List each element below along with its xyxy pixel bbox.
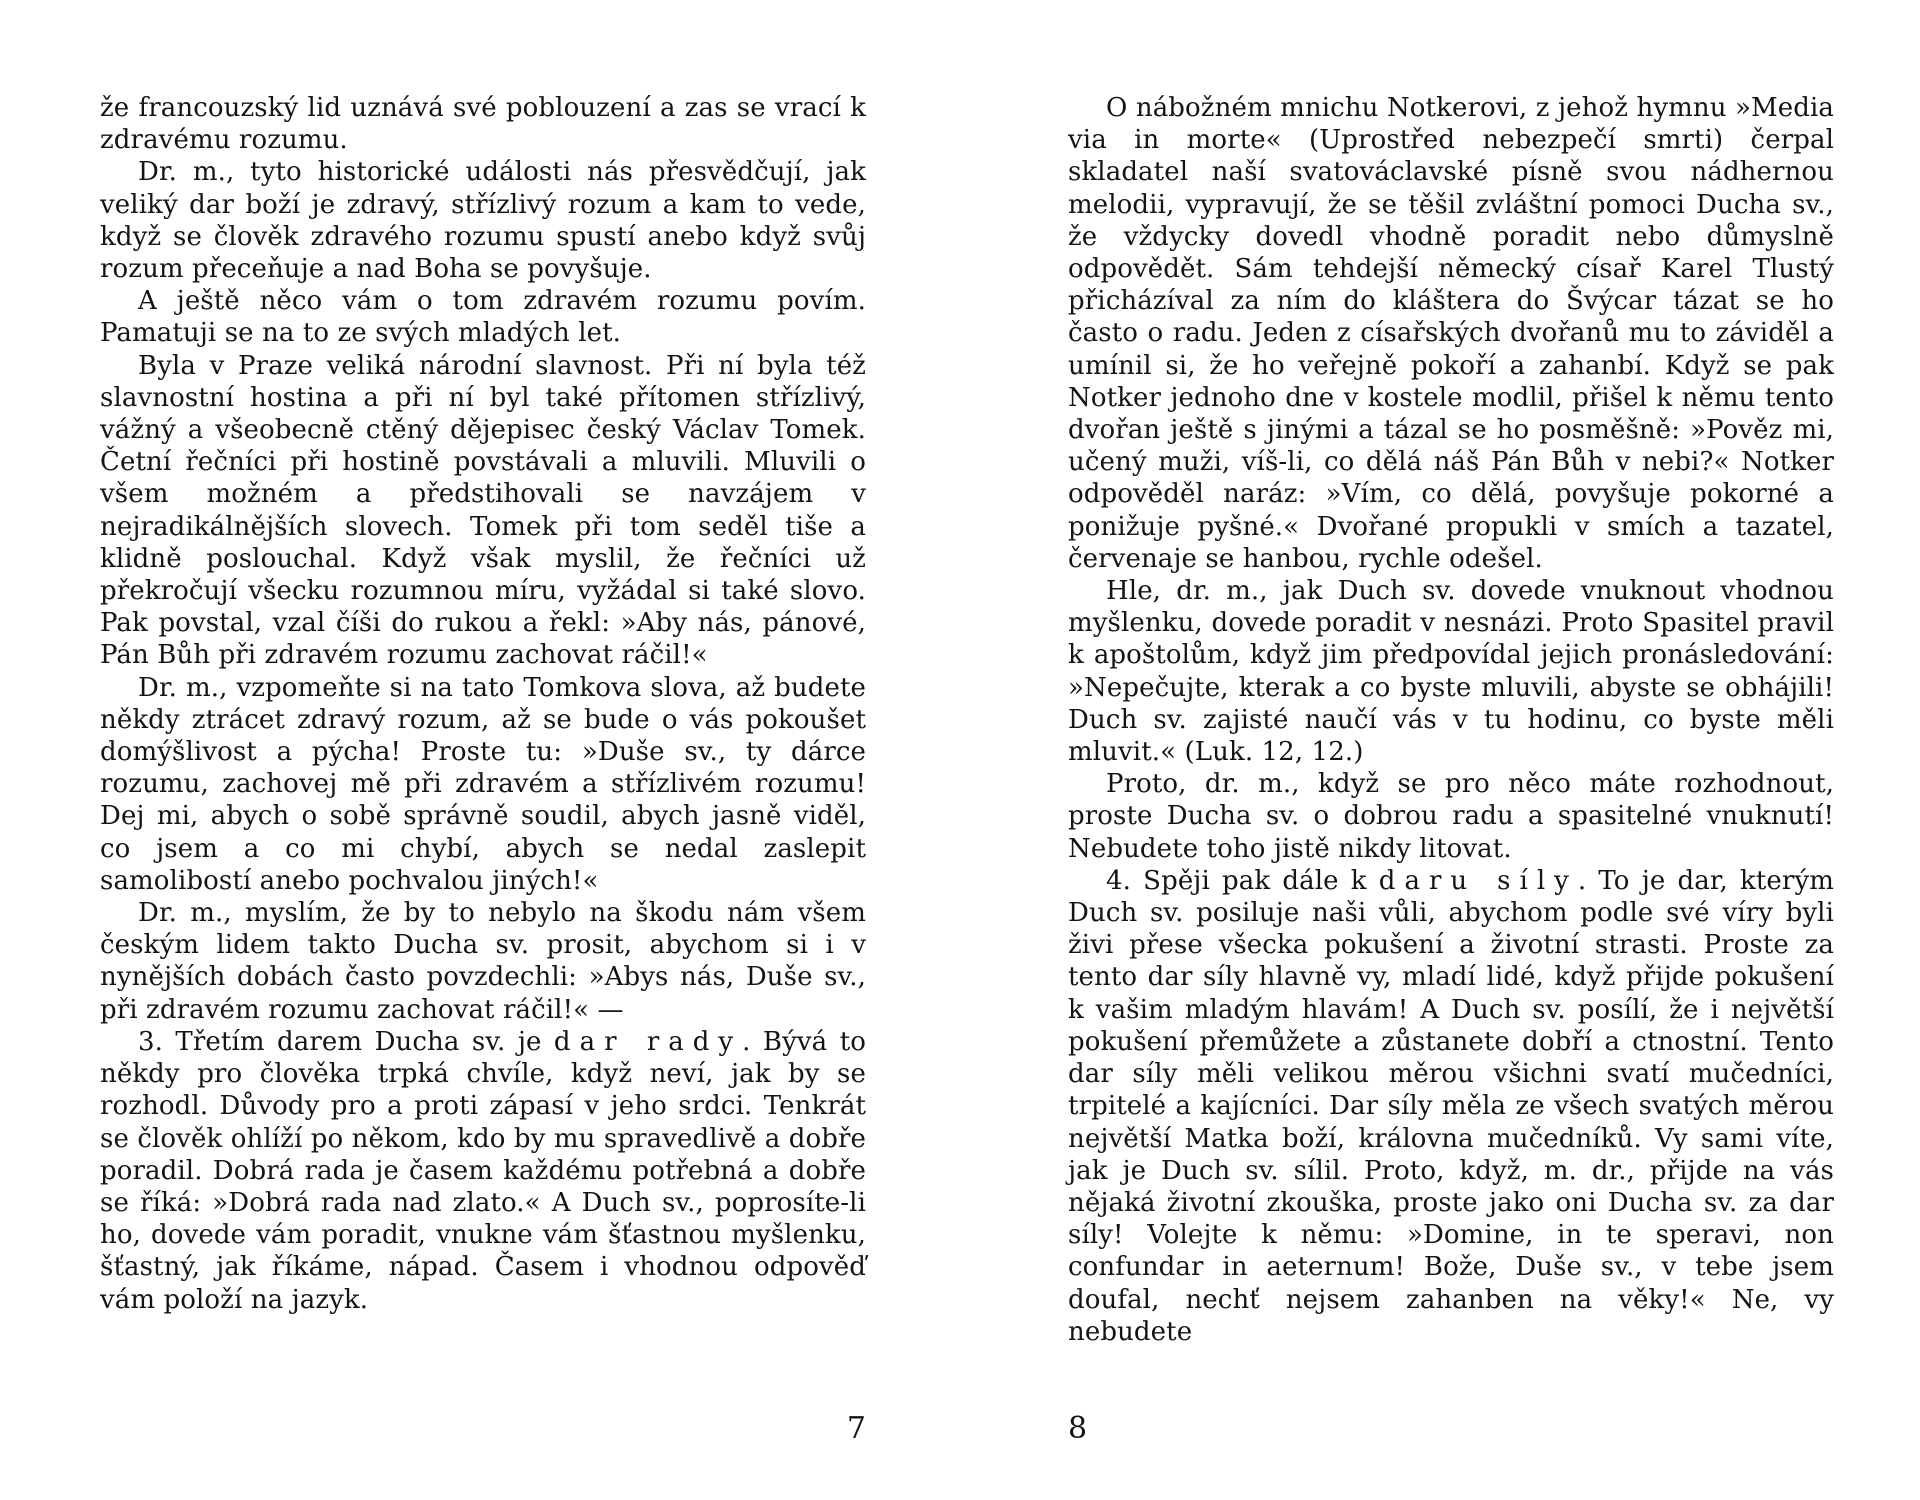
- paragraph-text: . Bývá to někdy pro člověka trpká chvíle, když neví, jak by se rozhodl. Důvody pro a proti zápasí v jeho srdci. Tenkrát se člověk ohlíží po někom, kdo by mu spravedlivě a dobře poradil. Dobrá rada je časem každému potřebná a dobře se říká: »Dobrá rada nad zlato.« A Duch sv., poprosíte-li ho, dovede vám poradit, vnukne vám šťastnou myšlenku, šťastný, jak říkáme, nápad. Časem i vhodnou odpověď vám položí na jazyk.: [100, 1026, 866, 1315]
- paragraph: Proto, dr. m., když se pro něco máte rozhodnout, proste Ducha sv. o dobrou radu a spasitelné vnuknutí! Nebudete toho jistě nikdy litovat.: [1068, 769, 1834, 864]
- paragraph: Hle, dr. m., jak Duch sv. dovede vnuknout vhodnou myšlenku, dovede poradit v nesnázi. Proto Spasitel pravil k apoštolům, když jim předpovídal jejich pronásledování: »Nepečujte, kterak a co byste mluvili, abyste se obhájili! Duch sv. zajisté naučí vás v tu hodinu, co byste měli mluvit.« (Luk. 12, 12.): [1068, 576, 1834, 768]
- paragraph: O nábožném mnichu Notkerovi, z jehož hymnu »Media via in morte« (Uprostřed nebezpečí smrti) čerpal skladatel naší svatováclavské písně svou nádhernou melodii, vypravují, že se těšil zvláštní pomoci Ducha sv., že vždycky dovedl vhodně poradit nebo důmyslně odpovědět. Sám tehdejší německý císař Karel Tlustý přicházíval za ním do kláštera do Švýcar tázat se ho často o radu. Jeden z císařských dvořanů mu to záviděl a umínil si, že ho veřejně pokoří a zahanbí. Když se pak Notker jednoho dne v kostele modlil, přišel k němu tento dvořan ještě s jinými a tázal se ho posměšně: »Pověz mi, učený muži, víš-li, co dělá náš Pán Bůh v nebi?« Notker odpověděl naráz: »Vím, co dělá, povyšuje pokorné a ponižuje pyšné.« Dvořané propukli v smích a tazatel, červenaje se hanbou, rychle odešel.: [1068, 93, 1834, 574]
- page-number: 7: [846, 1411, 866, 1446]
- paragraph: Dr. m., myslím, že by to nebylo na škodu nám všem českým lidem takto Ducha sv. prosit, abychom si i v nynějších dobách často povzdechli: »Abys nás, Duše sv., při zdravém rozumu zachovat ráčil!« —: [100, 898, 866, 1025]
- paragraph-text: 3. Třetím darem Ducha sv. je: [138, 1026, 554, 1057]
- page-number: 8: [1068, 1411, 1088, 1446]
- spaced-emphasis: daru síly: [1378, 865, 1578, 896]
- paragraph: [1068, 865, 1834, 1348]
- spaced-emphasis: dar rady: [553, 1026, 743, 1057]
- paragraph: A ještě něco vám o tom zdravém rozumu povím. Pamatuji se na to ze svých mladých let.: [100, 286, 866, 349]
- left-page: [100, 92, 866, 1446]
- left-page-text: [100, 92, 866, 1316]
- paragraph: [100, 1026, 866, 1316]
- paragraph: Dr. m., vzpomeňte si na tato Tomkova slova, až budete někdy ztrácet zdravý rozum, až se bude o vás pokoušet domýšlivost a pýcha! Proste tu: »Duše sv., ty dárce rozumu, zachovej mě při zdravém a střízlivém rozumu! Dej mi, abych o sobě správně soudil, abych jasně viděl, co jsem a co mi chybí, abych se nedal zaslepit samolibostí anebo pochvalou jiných!«: [100, 672, 866, 896]
- paragraph: Dr. m., tyto historické události nás přesvědčují, jak veliký dar boží je zdravý, střízlivý rozum a kam to vede, když se člověk zdravého rozumu spustí anebo když svůj rozum přeceňuje a nad Boha se povyšuje.: [100, 157, 866, 285]
- paragraph-text: 4. Spěji pak dále k: [1106, 865, 1379, 896]
- paragraph: že francouzský lid uznává své poblouzení a zas se vrací k zdravému rozumu.: [100, 93, 866, 156]
- right-page-text: [1068, 92, 1834, 1348]
- paragraph-text: . To je dar, kterým Duch sv. posiluje naši vůli, abychom podle své víry byli živi přese všecka pokušení a životní strasti. Proste za tento dar síly hlavně vy, mladí lidé, když přijde pokušení k vašim mladým hlavám! A Duch sv. posílí, že i největší pokušení přemůžete a zůstanete dobří a ctnostní. Tento dar síly měli velikou měrou všichni svatí mučedníci, trpitelé a kajícníci. Dar síly měla ze všech svatých měrou největší Matka boží, královna mučedníků. Vy sami víte, jak je Duch sv. sílil. Proto, když, m. dr., přijde na vás nějaká životní zkouška, proste jako oni Ducha sv. za dar síly! Volejte k němu: »Domine, in te speravi, non confundar in aeternum! Bože, Duše sv., v tebe jsem doufal, nechť nejsem zahanben na věky!« Ne, vy nebudete: [1068, 865, 1834, 1347]
- right-page: [1068, 92, 1834, 1446]
- paragraph: Byla v Praze veliká národní slavnost. Při ní byla též slavnostní hostina a při ní byl také přítomen střízlivý, vážný a všeobecně ctěný dějepisec český Václav Tomek. Četní řečníci při hostině povstávali a mluvili. Mluvili o všem možném a předstihovali se navzájem v nejradikálnějších slovech. Tomek při tom seděl tiše a klidně poslouchal. Když však myslil, že řečníci už překročují všecku rozumnou míru, vyžádal si také slovo. Pak povstal, vzal číši do rukou a řekl: »Aby nás, pánové, Pán Bůh při zdravém rozumu zachovat ráčil!«: [100, 350, 866, 671]
